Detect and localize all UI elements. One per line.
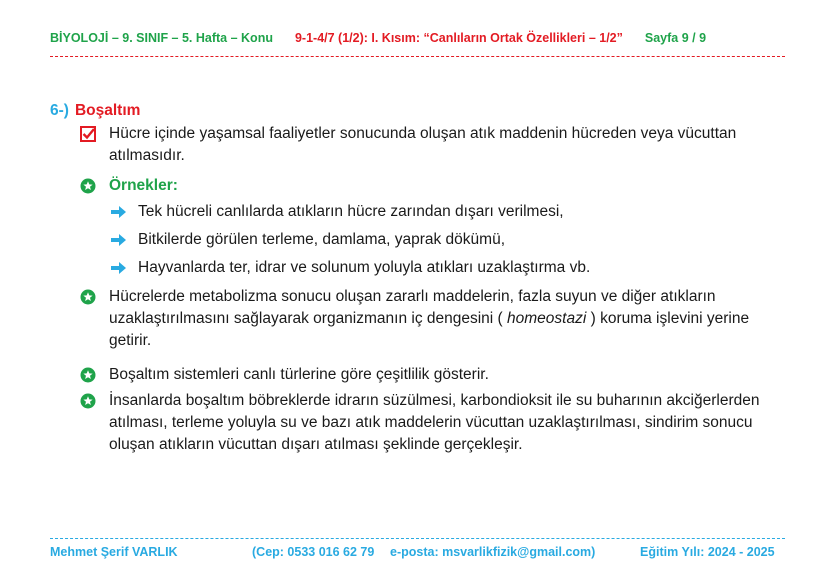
homeostazi-term: homeostazi (507, 310, 587, 327)
item-text-part: Hücrelerde metabolizma sonucu oluşan zararlı maddelerin, fazla suyun ve diğer atıkların uzaklaştırılmasını sağlayarak organizmanın iç dengesini ( (109, 288, 716, 327)
section-title (50, 102, 140, 120)
example-item (110, 229, 505, 251)
checkbox-checked-icon (80, 126, 96, 142)
list-item-examples-heading (80, 175, 178, 197)
example-item (110, 257, 590, 279)
example-item (110, 201, 564, 223)
arrow-right-icon (110, 205, 127, 219)
header-divider (50, 56, 785, 57)
arrow-right-icon (110, 233, 127, 247)
item-text: Hücre içinde yaşamsal faaliyetler sonucunda oluşan atık maddenin hücreden veya vücuttan atılmasıdır. (109, 125, 737, 164)
list-item-diversity (80, 364, 770, 386)
item-text: İnsanlarda boşaltım böbreklerde idrarın süzülmesi, karbondioksit ile su buharının akciğerlerden atılması, terleme yoluyla su ve bazı atık maddelerin vücuttan uzaklaştırılması, sindirim sonucu oluşan atıkların vücuttan dışarı atılması şeklinde gerçekleşir. (109, 392, 760, 453)
star-circle-icon (80, 393, 96, 409)
example-text: Tek hücreli canlılarda atıkların hücre zarından dışarı verilmesi, (138, 203, 564, 220)
section-name: Boşaltım (74, 102, 141, 119)
example-text: Bitkilerde görülen terleme, damlama, yaprak dökümü, (138, 231, 506, 248)
examples-heading: Örnekler: (109, 177, 178, 194)
arrow-right-icon (110, 261, 127, 275)
footer-email: e-posta: msvarlikfizik@gmail.com) (390, 545, 596, 559)
star-circle-icon (80, 289, 96, 305)
list-item-humans (80, 390, 770, 456)
header-subject: BİYOLOJİ – 9. SINIF – 5. Hafta – Konu (50, 31, 273, 45)
item-text-part: ) koruma işlevini yerine getirir. (109, 310, 750, 349)
item-text (109, 286, 770, 352)
star-circle-icon (80, 178, 96, 194)
item-text: Boşaltım sistemleri canlı türlerine göre çeşitlilik gösterir. (109, 366, 489, 383)
list-item-homeostasis (80, 286, 770, 352)
footer-phone: (Cep: 0533 016 62 79 (252, 545, 375, 559)
footer-school-year: Eğitim Yılı: 2024 - 2025 (640, 545, 775, 559)
footer-divider (50, 538, 785, 539)
example-text: Hayvanlarda ter, idrar ve solunum yoluyla atıkları uzaklaştırma vb. (138, 259, 591, 276)
list-item-definition (80, 123, 770, 167)
footer-author: Mehmet Şerif VARLIK (50, 545, 178, 559)
header-topic: 9-1-4/7 (1/2): I. Kısım: “Canlıların Ortak Özellikleri – 1/2” (294, 31, 623, 45)
header-page-number: Sayfa 9 / 9 (644, 31, 707, 45)
star-circle-icon (80, 367, 96, 383)
page-header (50, 31, 785, 45)
section-number: 6-) (50, 102, 69, 119)
